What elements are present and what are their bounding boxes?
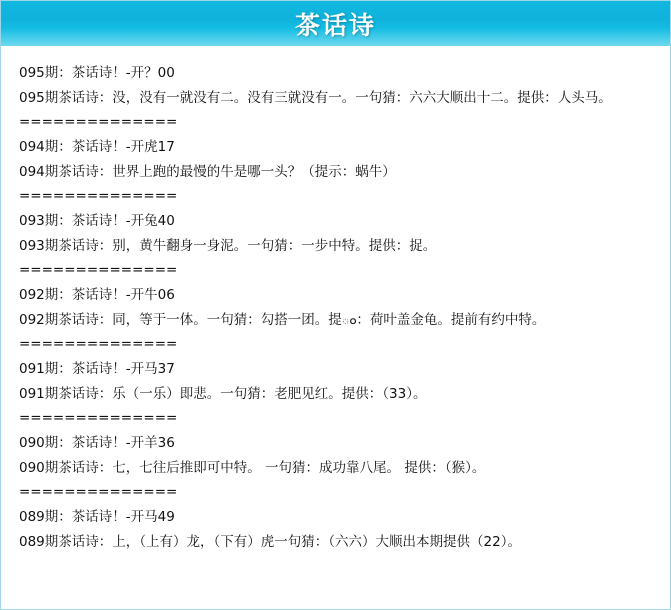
page-header xyxy=(1,1,670,47)
entry-body: 090期茶话诗：七，七往后推即可中特。 一句猜：成功靠八尾。 提供：（猴）。 xyxy=(19,460,486,476)
list-item xyxy=(19,135,656,207)
entry-separator: ============== xyxy=(19,114,178,130)
entry-separator: ============== xyxy=(19,410,178,426)
entry-body: 095期茶话诗：没，没有一就没有二。没有三就没有一。一句猜：六六大顺出十二。提供：人头马。 xyxy=(19,90,612,106)
list-item xyxy=(19,431,656,503)
entry-title: 092期：茶话诗！-开牛06 xyxy=(19,287,175,303)
entry-body: 094期茶话诗：世界上跑的最慢的牛是哪一头？（提示：蜗牛） xyxy=(19,164,396,180)
entry-title: 095期：茶话诗！-开？00 xyxy=(19,65,175,81)
entry-body: 092期茶话诗：同，等于一体。一句猜：勾搭一团。提ం：荷叶盖金龟。提前有约中特。 xyxy=(19,312,546,328)
list-item xyxy=(19,209,656,281)
entry-title: 089期：茶话诗！-开马49 xyxy=(19,509,175,525)
entry-title: 091期：茶话诗！-开马37 xyxy=(19,361,175,377)
entry-body: 093期茶话诗：别，黄牛翻身一身泥。一句猜：一步中特。提供：捉。 xyxy=(19,238,437,254)
list-item xyxy=(19,357,656,429)
content-area xyxy=(1,47,670,563)
page-title: 茶话诗 xyxy=(294,10,376,40)
entry-body: 091期茶话诗：乐（一乐）即悲。一句猜：老肥见红。提供：（33）。 xyxy=(19,386,427,402)
entry-body: 089期茶话诗：上，（上有）龙，（下有）虎一句猜：（六六）大顺出本期提供（22）。 xyxy=(19,534,521,550)
entry-separator: ============== xyxy=(19,336,178,352)
entry-separator: ============== xyxy=(19,484,178,500)
list-item xyxy=(19,61,656,133)
entry-title: 094期：茶话诗！-开虎17 xyxy=(19,139,175,155)
entry-title: 090期：茶话诗！-开羊36 xyxy=(19,435,175,451)
entry-separator: ============== xyxy=(19,188,178,204)
entry-separator: ============== xyxy=(19,262,178,278)
list-item xyxy=(19,505,656,555)
entry-title: 093期：茶话诗！-开兔40 xyxy=(19,213,175,229)
list-item xyxy=(19,283,656,355)
